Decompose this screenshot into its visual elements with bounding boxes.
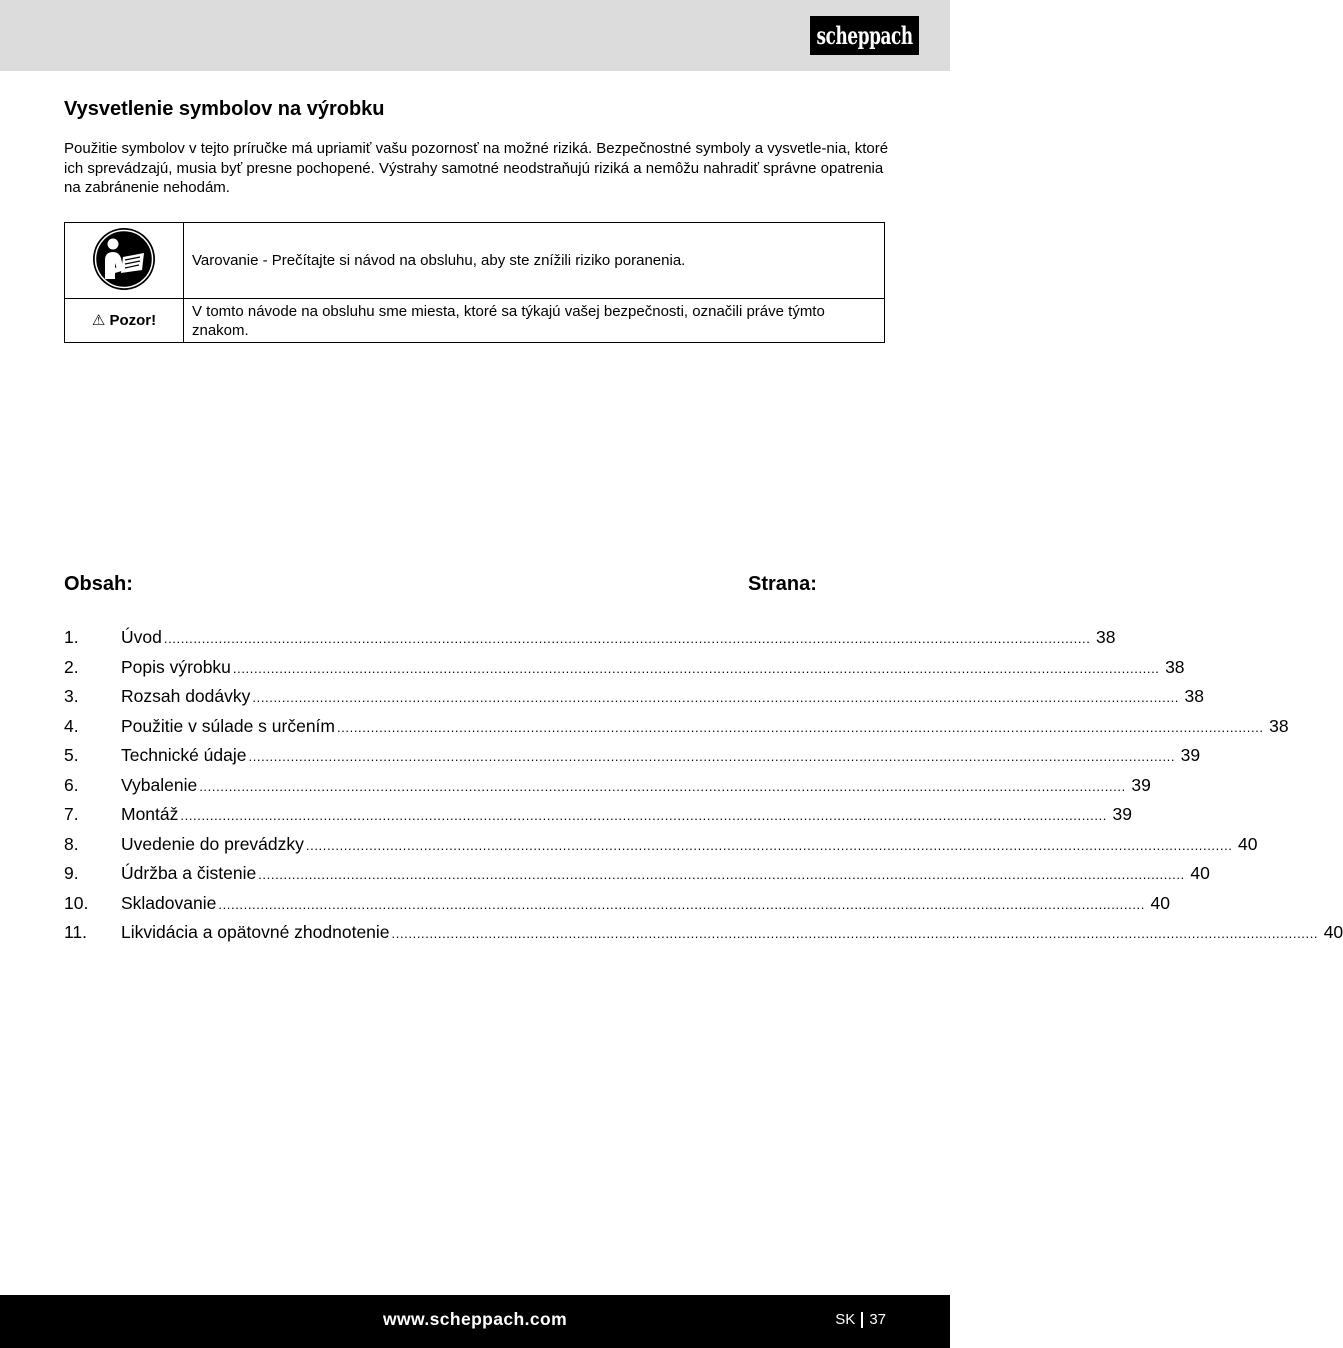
toc-item-label: Uvedenie do prevádzky [121, 833, 304, 854]
separator [861, 1312, 863, 1328]
symbol-row [65, 299, 885, 343]
toc-item-page: 38 [1165, 656, 1185, 677]
toc-item[interactable] [64, 627, 1116, 657]
section-title: Vysvetlenie symbolov na výrobku [64, 98, 385, 120]
footer [0, 1295, 950, 1348]
toc-item-page: 40 [1150, 892, 1170, 913]
toc-item[interactable] [64, 715, 1289, 746]
toc-item-number: 9. [64, 863, 79, 883]
dot-leader: ............................................................................................................................................................................................................................ [199, 778, 1126, 794]
toc-item[interactable] [64, 833, 1258, 864]
toc-item-label: Skladovanie [121, 892, 217, 913]
page-number: 37 [869, 1311, 886, 1328]
dot-leader: ............................................................................................................................................................................................................................ [180, 808, 1107, 823]
brand-logo: scheppach [810, 16, 919, 55]
toc-item-label: Použitie v súlade s určením [121, 715, 335, 736]
toc-item-number: 2. [64, 656, 79, 677]
toc-item-number: 6. [64, 774, 79, 795]
intro-paragraph: Použitie symbolov v tejto príručke má upriamiť vašu pozornosť na možné riziká. Bezpečnostné symboly a vysvetle-nia, ktoré ich sprevádzajú, musia byť presne pochopené. Výstrahy samotné neodstraňujú riziká a nemôžu nahradiť správne opatrenia na zabránenie nehodám. [64, 140, 889, 196]
toc-item[interactable] [64, 656, 1185, 687]
toc-item-label: Montáž [121, 804, 179, 824]
table-of-contents [64, 627, 1343, 952]
toc-item-label: Údržba a čistenie [121, 863, 257, 883]
warning-triangle-icon: ⚠ [91, 312, 106, 329]
pozor-cell [65, 299, 184, 343]
toc-item-label: Vybalenie [121, 774, 198, 795]
dot-leader: ............................................................................................................................................................................................................................ [305, 837, 1233, 853]
toc-item-label: Technické údaje [121, 745, 247, 765]
toc-item-label: Úvod [121, 627, 162, 647]
dot-leader: ............................................................................................................................................................................................................................ [248, 749, 1176, 764]
toc-page-heading: Strana: [748, 573, 817, 595]
dot-leader: ............................................................................................................................................................................................................................ [252, 690, 1179, 705]
dot-leader: ............................................................................................................................................................................................................................ [218, 896, 1145, 912]
toc-item[interactable] [64, 922, 1343, 952]
toc-item-page: 39 [1112, 804, 1132, 824]
toc-item[interactable] [64, 863, 1210, 893]
toc-item-page: 38 [1096, 627, 1116, 647]
symbol-cell [65, 223, 184, 299]
toc-item-page: 38 [1184, 686, 1204, 706]
dot-leader: ............................................................................................................................................................................................................................ [232, 660, 1160, 676]
toc-item-number: 11. [64, 922, 88, 942]
symbol-description: V tomto návode na obsluhu sme miesta, ktoré sa týkajú vašej bezpečnosti, označili práve týmto znakom. [184, 299, 885, 343]
dot-leader: ............................................................................................................................................................................................................................ [163, 631, 1091, 646]
toc-item-number: 4. [64, 715, 79, 736]
website-link[interactable]: www.scheppach.com [382, 1309, 568, 1329]
page-indicator [835, 1311, 886, 1328]
toc-item-page: 38 [1269, 715, 1289, 736]
toc-item-number: 1. [64, 627, 79, 647]
toc-item-number: 10. [64, 892, 89, 913]
dot-leader: ............................................................................................................................................................................................................................ [337, 719, 1264, 735]
toc-item-page: 39 [1131, 774, 1151, 795]
language-code: SK [835, 1311, 856, 1328]
toc-item-label: Likvidácia a opätovné zhodnotenie [121, 922, 390, 942]
toc-item[interactable] [64, 774, 1151, 805]
toc-item-page: 40 [1323, 922, 1343, 942]
toc-item[interactable] [64, 892, 1170, 923]
symbol-description: Varovanie - Prečítajte si návod na obsluhu, aby ste znížili riziko poranenia. [184, 223, 885, 299]
toc-item-page: 39 [1180, 745, 1201, 765]
dot-leader: ............................................................................................................................................................................................................................ [258, 867, 1185, 882]
toc-item[interactable] [64, 686, 1204, 716]
toc-item-page: 40 [1190, 863, 1210, 883]
read-manual-icon [92, 227, 156, 291]
symbols-table [64, 222, 885, 343]
dot-leader: ............................................................................................................................................................................................................................ [391, 926, 1319, 941]
toc-item-number: 8. [64, 833, 79, 854]
toc-item-label: Popis výrobku [121, 656, 231, 677]
header-band [0, 0, 950, 71]
toc-item[interactable] [64, 804, 1132, 834]
toc-item-page: 40 [1238, 833, 1258, 854]
toc-item-label: Rozsah dodávky [121, 686, 251, 706]
symbol-row [65, 223, 885, 299]
toc-heading: Obsah: [64, 573, 133, 595]
pozor-label: Pozor! [109, 312, 157, 329]
toc-item[interactable] [64, 745, 1201, 775]
toc-item-number: 3. [64, 686, 79, 706]
toc-item-number: 7. [64, 804, 79, 824]
toc-item-number: 5. [64, 745, 79, 765]
